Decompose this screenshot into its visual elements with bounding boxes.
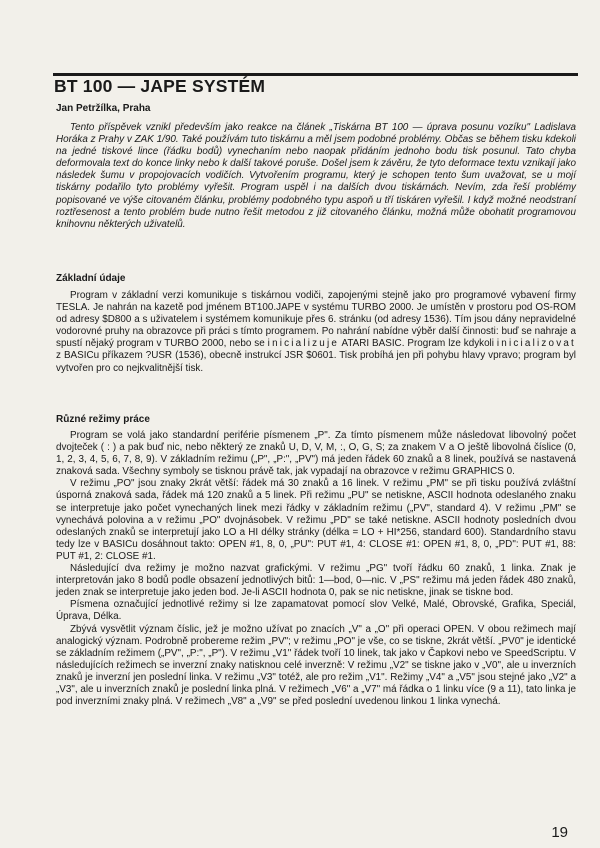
section-zakladni [56, 290, 576, 375]
spaced-word: inicializuje [267, 338, 340, 350]
text-run: Program v základní verzi komunikuje s tiskárnou vodiči, zapojenými stejně jako pro programové vybavení firmy TESLA. Je nahrán na kazetě pod jménem BT100.JAPE v systému TURBO 2000. Je umístěn v prostoru pod OS-ROM od adresy $D800 a s uživatelem i systémem komunikuje přes 6. stránku (od adresy 1536). Tím jsou dány nepravidelné vodorovné pruhy na obrazovce při práci s tímto programem. Po nahrání nabídne výběr další činnosti: buď se nahraje a spustí nějaký program v TURBO 2000, nebo se [56, 290, 576, 350]
section-rezimy [56, 430, 576, 708]
paragraph: Následující dva režimy je možno nazvat grafickými. V režimu „PG" tvoří řádku 60 znaků, 1 linka. Znak je interpretován jako 8 bodů podle obsazení jednotlivých bitů: 1—bod, 0—nic. V „PS" režimu má jeden řádek 480 znaků, jeden znak se interpretuje jako jeden bod. Je-li ASCII hodnota 0, pak se nic netiskne, jinak se tiskne bod. [56, 563, 576, 599]
intro-paragraph: Tento příspěvek vznikl především jako reakce na článek „Tiskárna BT 100 — úprava posunu vozíku" Ladislava Horáka z Prahy v ZAK 1/90. Také používám tuto tiskárnu a měl jsem podobné problémy. Občas se během tisku kdekoli na jedné tiskové lince (řádku bodů) vynechaním nebo naopak přidáním jednoho bodu tisk posunul. Tato chyba deformovala text do konce linky nebo k další takové poruše. Došel jsem k závěru, že tyto deformace textu vznikají jako následek šumu v propojovacích vodičích. Vytvořením programu, který je schopen tento šum uvažovat, se u mojí tiskárny podařilo tyto problémy vyřešit. Program uspěl i na dalších dvou tiskárnách. Nevím, zda řeší problémy popisované ve výše citovaném článku, problémy podobného typu aspoň u tří tiskáren vyřešil. I když možné neodstraní roztřesenost a tento problém bude nutno řešit metodou z již citovaného článku, možná může obohatit programovou knihovnu některých uživatelů. [56, 122, 576, 230]
section-heading-rezimy: Různé režimy práce [56, 414, 150, 425]
article-title: BT 100 — JAPE SYSTÉM [54, 76, 266, 96]
spaced-word: inicializovat [496, 338, 576, 350]
paragraph: Písmena označující jednotlivé režimy si lze zapamatovat pomocí slov Velké, Malé, Obrovské, Grafika, Speciál, Úprava, Délka. [56, 599, 576, 623]
paragraph: V režimu „PO" jsou znaky 2krát větší: řádek má 30 znaků a 16 linek. V režimu „PM" se při tisku používá zvláštní úsporná znaková sada, řádek má 120 znaků a 5 linek. Při režimu „PU" se netiskne, ASCII hodnota odeslaného znaku se interpretuje jako počet vynechaných linek mezi řádky v základním režimu („PV", standard 4). V režimu „PM" se vynechává polovina a v režimu „PO" dvojnásobek. V režimu „PD" se také netiskne. ASCII hodnoty posledních dvou odeslaných znaků se interpretují jako LO a HI délky stránky (délka = LO + HI*256, standard 600). Standardního stavu tedy lze v BASICu dosáhnout takto: OPEN #1, 8, 0, „PU": PUT #1, 4: CLOSE #1: OPEN #1, 8, 0, „PD": PUT #1, 88: PUT #1, 2: CLOSE #1. [56, 478, 576, 562]
paragraph [56, 290, 576, 375]
text-run: z BASICu příkazem ?USR (1536), obecně instrukcí JSR $0601. Tisk probíhá jen při pohybu hlavy vpravo; program byl vytvořen pro co nejkvalitnější tisk. [56, 350, 576, 374]
page-number: 19 [551, 824, 568, 841]
section-heading-zakladni: Základní údaje [56, 273, 126, 284]
paragraph: Zbývá vysvětlit význam číslic, jež je možno užívat po znacích „V" a „O" při operaci OPEN. V obou režimech mají analogický význam. Podrobně probereme režim „PV"; v režimu „PO" je vše, co se tiskne, 2krát větší. „PV0" je identické se základním režimem („PV", „P:", „P"). V režimu „V1" řádek tvoří 10 linek, tak jako v Čapkovi nebo ve SpeedScriptu. V následujících režimech se inverzní znaky natisknou celé inverzně: V režimu „V2" se tiskne jako v „V0", ale u inverzních znaků je inverzní jen poslední linka. V režimu „V3" totéž, ale pro režim „V1". Režimy „V4" a „V5" jsou stejné jako „V2" a „V3", ale u inverzních znaků je poslední linka plná. V režimech „V6" a „V7" má řádka o 1 linku více (9 a 11), tato linka je pod inverzními znaky plná. V režimech „V8" a „V9" se před poslední uvedenou linkou 1 linka vynechá. [56, 623, 576, 708]
article-author: Jan Petržílka, Praha [56, 103, 151, 114]
intro-block [56, 122, 576, 231]
paragraph: Program se volá jako standardní periférie písmenem „P". Za tímto písmenem může následovat libovolný počet dvojteček ( : ) a pak buď nic, nebo některý ze znaků U, D, V, M, :, O, G, S; za znakem V a O ještě libovolná číslice (0, 1, 2, 3, 4, 5, 6, 7, 8, 9). V základním režimu („P", „P:", „PV") má jeden řádek 60 znaků a 8 linek, používá se nastavená znaková sada. Všechny symboly se tisknou právě tak, jak vypadají na obrazovce v režimu GRAPHICS 0. [56, 430, 576, 478]
text-run: ATARI BASIC. Program lze kdykoli [341, 338, 494, 350]
